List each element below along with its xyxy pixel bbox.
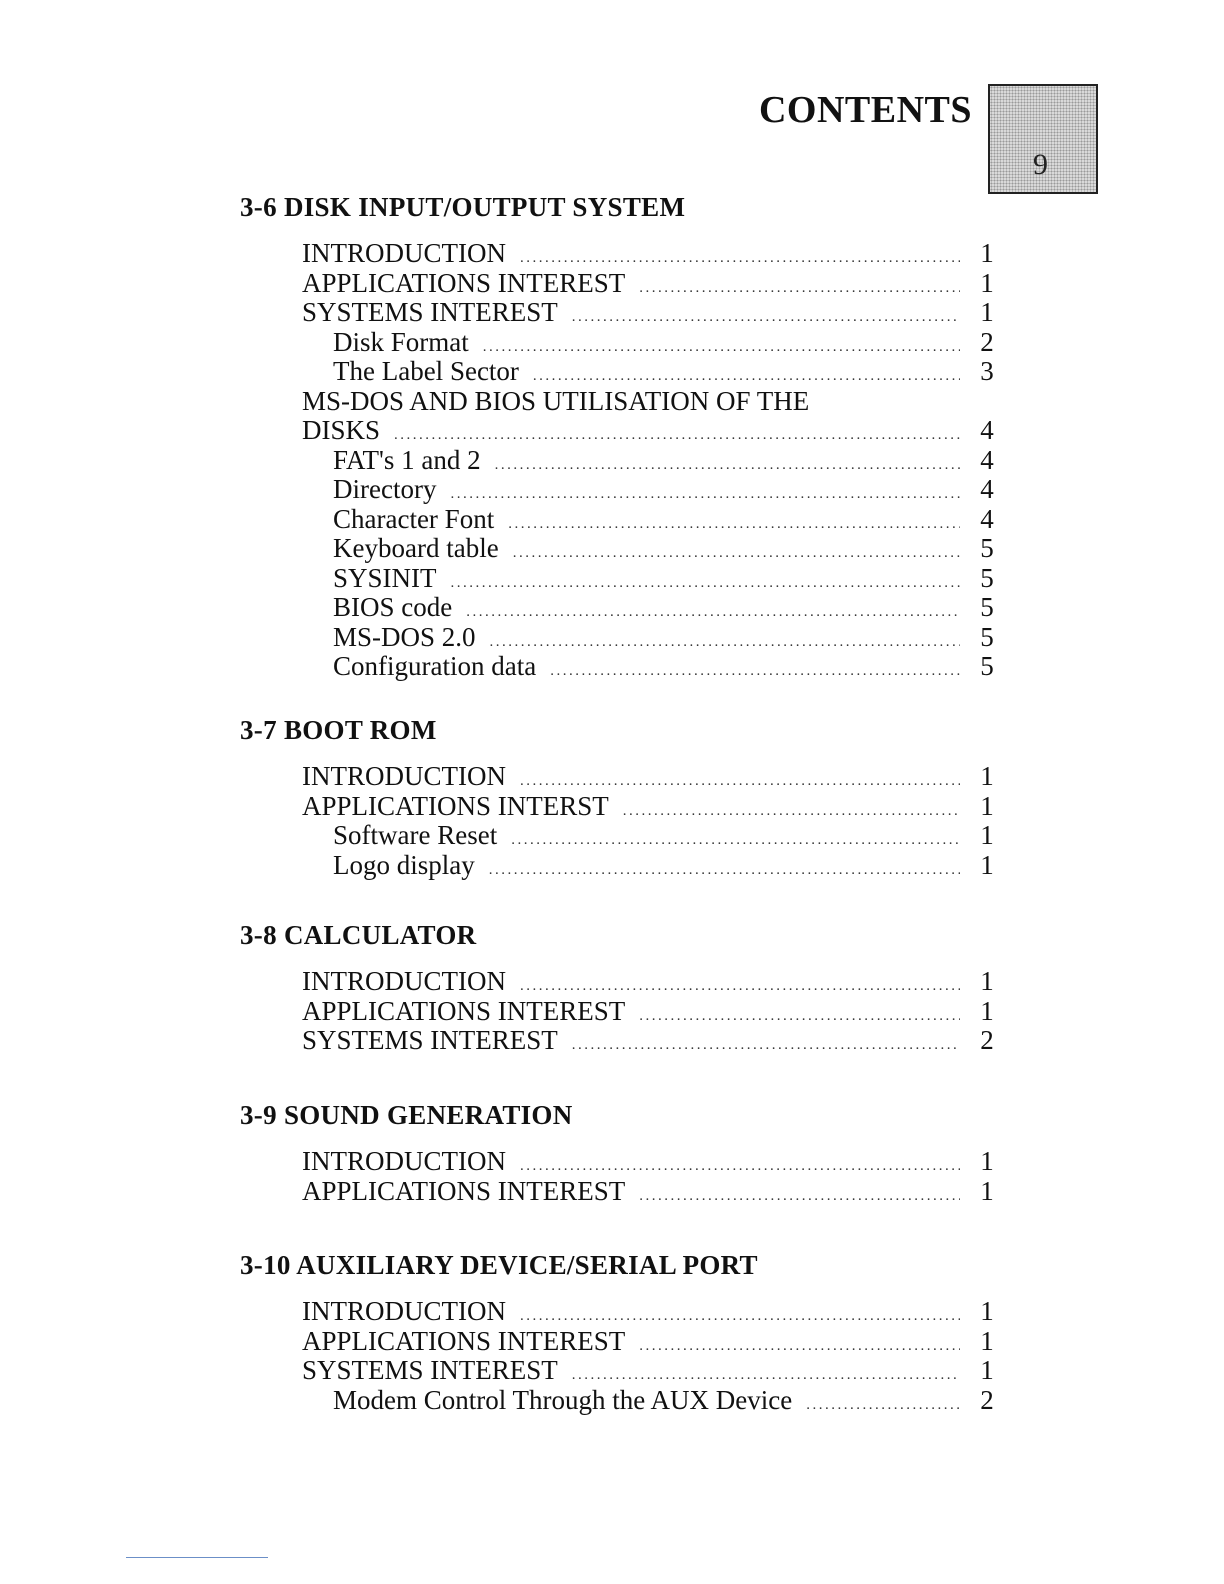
toc-entry-page: 1 xyxy=(980,238,994,268)
toc-entry-label: APPLICATIONS INTEREST xyxy=(302,1175,626,1206)
toc-entry-page: 5 xyxy=(980,621,994,652)
toc-entry-label: Disk Format xyxy=(333,326,469,357)
toc-entry-page: 1 xyxy=(980,1325,994,1356)
toc-section xyxy=(240,1095,1000,1206)
toc-entry-label: INTRODUCTION xyxy=(302,1296,506,1326)
toc-entry-label: Keyboard table xyxy=(333,533,499,563)
toc-entry-page: 4 xyxy=(980,503,994,534)
toc-entry xyxy=(240,298,1000,328)
toc-list xyxy=(240,1297,1000,1415)
toc-entry-page: 5 xyxy=(980,533,994,563)
toc-section xyxy=(240,187,1000,682)
toc-entry-label: INTRODUCTION xyxy=(302,761,506,791)
toc-entry xyxy=(240,792,1000,822)
toc-entry-label: INTRODUCTION xyxy=(302,966,506,996)
toc-entry xyxy=(240,967,1000,997)
toc-entry-label: APPLICATIONS INTERST xyxy=(302,790,609,821)
toc-entry-label: SYSTEMS INTEREST xyxy=(302,297,558,327)
toc-entry xyxy=(240,564,1000,594)
toc-entry xyxy=(240,1386,1000,1416)
toc-entry xyxy=(240,328,1000,358)
dot-leader xyxy=(572,1031,960,1061)
toc-entry xyxy=(240,623,1000,653)
toc-entry-page: 1 xyxy=(980,1355,994,1385)
toc-entry-label: The Label Sector xyxy=(333,356,519,386)
toc-entry-page: 5 xyxy=(980,592,994,622)
toc-entry-label: MS-DOS AND BIOS UTILISATION OF THE xyxy=(302,385,810,416)
toc-entry xyxy=(240,1327,1000,1357)
toc-entry xyxy=(240,1297,1000,1327)
toc-entry-page: 1 xyxy=(980,267,994,298)
dot-leader xyxy=(489,856,960,886)
toc-entry xyxy=(240,1177,1000,1207)
toc-entry-label: SYSTEMS INTEREST xyxy=(302,1355,558,1385)
toc-entry-page: 2 xyxy=(980,1384,994,1415)
toc-entry xyxy=(240,821,1000,851)
toc-entry-page: 1 xyxy=(980,1296,994,1326)
section-heading: 3-8 CALCULATOR xyxy=(240,920,477,950)
toc-list xyxy=(240,1147,1000,1206)
toc-entry-page: 3 xyxy=(980,356,994,386)
toc-entry-page: 1 xyxy=(980,966,994,996)
toc-entry xyxy=(240,1356,1000,1386)
toc-entry-label: DISKS xyxy=(302,415,381,445)
toc-entry-label: Software Reset xyxy=(333,820,498,850)
toc-section xyxy=(240,1245,1000,1415)
toc-entry xyxy=(240,475,1000,505)
toc-entry-label: APPLICATIONS INTEREST xyxy=(302,1325,626,1356)
toc-entry xyxy=(240,505,1000,535)
toc-entry-page: 2 xyxy=(980,1025,994,1055)
toc-entry-page: 1 xyxy=(980,790,994,821)
toc-entry-page: 4 xyxy=(980,474,994,504)
toc-entry xyxy=(240,446,1000,476)
chapter-tab xyxy=(988,84,1098,194)
toc-entry xyxy=(240,997,1000,1027)
toc-entry-label: Modem Control Through the AUX Device xyxy=(333,1384,793,1415)
toc-entry xyxy=(240,1147,1000,1177)
toc-entry-page: 1 xyxy=(980,995,994,1026)
toc-entry-page: 1 xyxy=(980,849,994,880)
toc-entry xyxy=(240,416,1000,446)
toc-entry-page: 4 xyxy=(980,415,994,445)
toc-entry-page: 1 xyxy=(980,1175,994,1206)
section-heading: 3-9 SOUND GENERATION xyxy=(240,1100,573,1130)
toc-entry-label: APPLICATIONS INTEREST xyxy=(302,267,626,298)
scan-artifact-line xyxy=(126,1557,268,1558)
toc-entry xyxy=(240,239,1000,269)
toc-list xyxy=(240,762,1000,880)
toc-entry-label: Configuration data xyxy=(333,651,537,681)
toc-section xyxy=(240,710,1000,880)
section-heading: 3-6 DISK INPUT/OUTPUT SYSTEM xyxy=(240,192,686,222)
toc-entry-page: 1 xyxy=(980,761,994,791)
toc-entry-page: 5 xyxy=(980,562,994,593)
toc-entry-page: 5 xyxy=(980,651,994,681)
chapter-tab-number: 9 xyxy=(1033,148,1048,181)
toc-entry-page: 1 xyxy=(980,820,994,850)
toc-list xyxy=(240,967,1000,1056)
dot-leader xyxy=(639,1182,960,1212)
toc-entry-page: 2 xyxy=(980,326,994,357)
toc-entry xyxy=(240,1026,1000,1056)
toc-entry xyxy=(240,534,1000,564)
toc-entry-label: Character Font xyxy=(333,503,495,534)
toc-list xyxy=(240,239,1000,682)
toc-entry xyxy=(240,652,1000,682)
section-heading: 3-10 AUXILIARY DEVICE/SERIAL PORT xyxy=(240,1250,758,1280)
toc-entry-label: SYSINIT xyxy=(333,562,437,593)
toc-entry-label: SYSTEMS INTEREST xyxy=(302,1025,558,1055)
toc-entry-label: INTRODUCTION xyxy=(302,238,506,268)
toc-section xyxy=(240,915,1000,1056)
dot-leader xyxy=(806,1391,960,1421)
toc-entry-page: 1 xyxy=(980,297,994,327)
toc-entry xyxy=(240,851,1000,881)
toc-entry-label: Directory xyxy=(333,474,437,504)
toc-entry-label: MS-DOS 2.0 xyxy=(333,621,476,652)
page-title: CONTENTS xyxy=(758,89,972,131)
toc-entry xyxy=(240,593,1000,623)
toc-entry-label: FAT's 1 and 2 xyxy=(333,444,481,475)
toc-entry-page: 4 xyxy=(980,444,994,475)
toc-entry-label: INTRODUCTION xyxy=(302,1146,506,1176)
toc-entry-label: Logo display xyxy=(333,849,475,880)
toc-entry xyxy=(240,762,1000,792)
toc-entry-label: APPLICATIONS INTEREST xyxy=(302,995,626,1026)
toc-entry-label: BIOS code xyxy=(333,592,453,622)
toc-entry-page: 1 xyxy=(980,1146,994,1176)
dot-leader xyxy=(550,657,960,687)
section-heading: 3-7 BOOT ROM xyxy=(240,715,437,745)
toc-entry xyxy=(240,387,1000,417)
toc-entry xyxy=(240,357,1000,387)
toc-entry xyxy=(240,269,1000,299)
